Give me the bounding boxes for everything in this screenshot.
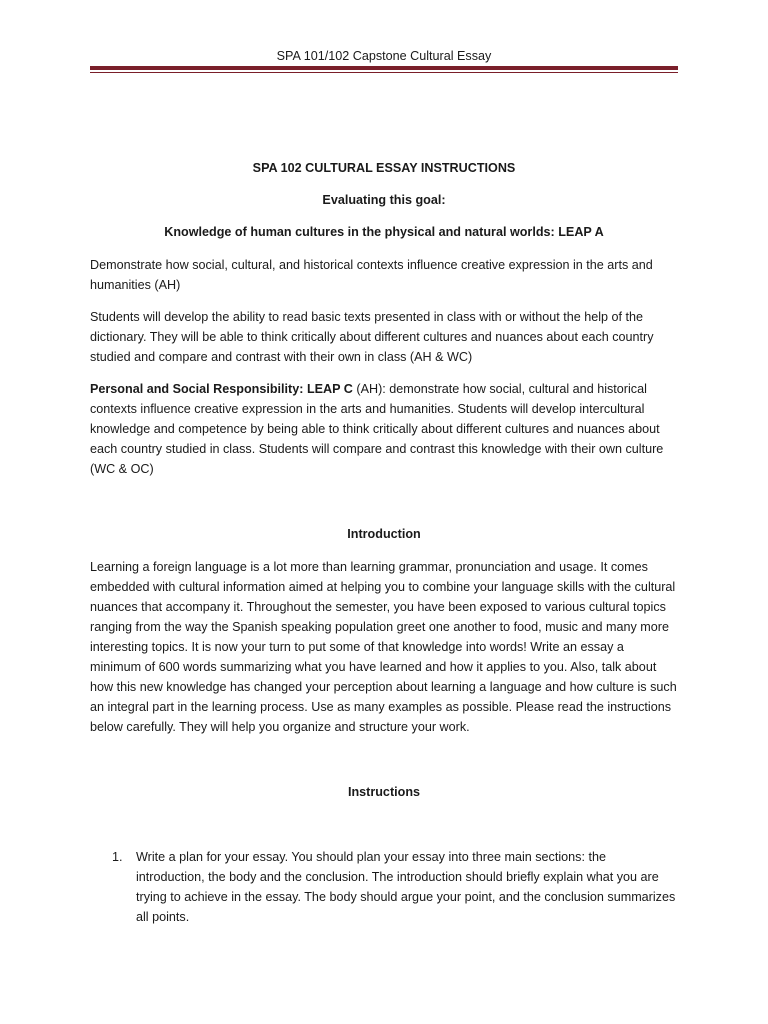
instruction-number: 1. [112,850,123,864]
header-rule-thin [90,72,678,73]
paragraph-demonstrate: Demonstrate how social, cultural, and historical contexts influence creative expression in the arts and humanities (AH) [90,258,653,292]
header-rule-thick [90,66,678,70]
paragraph-students: Students will develop the ability to read basic texts presented in class with or without the help of the dictionary. They will be able to think critically about different cultures and nuances about each country studied and compare and contrast with their own in class (AH & WC) [90,310,654,364]
personal-responsibility-label: Personal and Social Responsibility: LEAP C [90,382,353,396]
instruction-item [90,847,678,927]
instructions-list [90,847,678,927]
knowledge-heading: Knowledge of human cultures in the physical and natural worlds: LEAP A [164,225,604,239]
running-header: SPA 101/102 Capstone Cultural Essay [276,49,492,63]
document-title: SPA 102 CULTURAL ESSAY INSTRUCTIONS [252,161,516,175]
introduction-paragraph: Learning a foreign language is a lot more than learning grammar, pronunciation and usage. It comes embedded with cultural information aimed at helping you to combine your language skills with the cultural nuances that accompany it. Throughout the semester, you have been exposed to various cultural topics ranging from the way the Spanish speaking population greet one another to food, music and many more interesting topics. It is now your turn to put some of that knowledge into words! Write an essay a minimum of 600 words summarizing what you have learned and how it applies to you. Also, talk about how this new knowledge has changed your perception about learning a language and how culture is such an integral part in the learning process. Use as many examples as possible. Please read the instructions below carefully. They will help you organize and structure your work. [90,560,677,734]
personal-responsibility-text: (AH): demonstrate how social, cultural and historical contexts influence creative expression in the arts and humanities. Students will develop intercultural knowledge and competence by being able to think critically about different cultures and nuances about each country studied in class. Students will compare and contrast this knowledge with their own culture (WC & OC) [90,382,664,476]
introduction-heading: Introduction [347,527,421,541]
instruction-text: Write a plan for your essay. You should plan your essay into three main sections: the introduction, the body and the conclusion. The introduction should briefly explain what you are trying to achieve in the essay. The body should argue your point, and the conclusion summarizes all points. [136,850,676,924]
instructions-heading: Instructions [347,785,421,799]
document-body [90,158,678,927]
goal-heading: Evaluating this goal: [322,193,446,207]
paragraph-personal-responsibility [90,379,678,479]
